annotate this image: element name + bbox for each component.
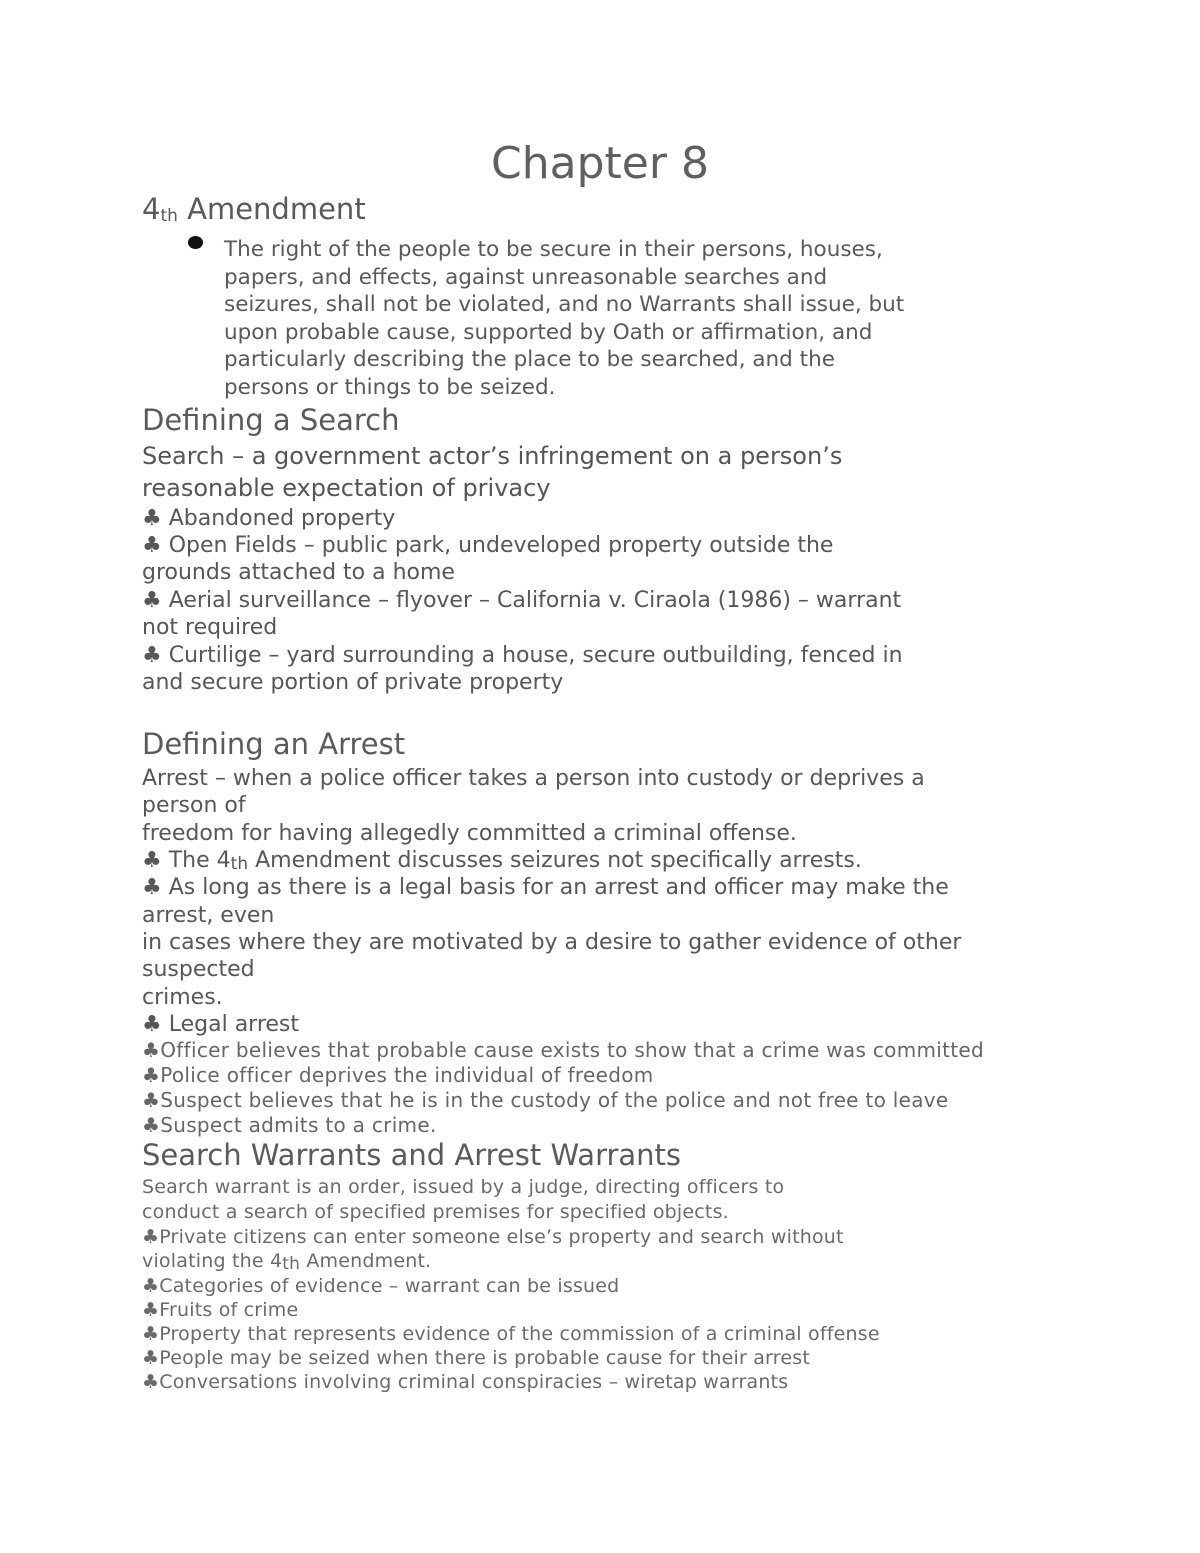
club-icon: ♣ <box>142 1063 161 1087</box>
club-icon: ♣ <box>142 1299 160 1321</box>
arrest-bullet-legal-basis-cont: in cases where they are motivated by a desire to gather evidence of other <box>142 930 962 955</box>
arrest-definition-line: freedom for having allegedly committed a criminal offense. <box>142 821 797 846</box>
quote-line: particularly describing the place to be searched, and the <box>224 347 835 372</box>
arrest-definition-line: Arrest – when a police officer takes a person into custody or deprives a <box>142 766 925 791</box>
warrants-heading: Search Warrants and Arrest Warrants <box>142 1138 682 1172</box>
warrants-bullet-private-citizens: ♣Private citizens can enter someone else’s property and search without <box>142 1226 844 1248</box>
warrants-definition-line: conduct a search of specified premises for specified objects. <box>142 1201 729 1223</box>
club-icon: ♣ <box>142 1226 160 1248</box>
search-definition-line: Search – a government actor’s infringement on a person’s <box>142 442 843 470</box>
arrest-bullet-seizures: ♣ The 4th Amendment discusses seizures not specifically arrests. <box>142 848 862 874</box>
arrest-bullet-legal-arrest: ♣ Legal arrest <box>142 1012 300 1037</box>
arrest-sub-item: ♣Police officer deprives the individual of freedom <box>142 1063 654 1087</box>
search-definition-line: reasonable expectation of privacy <box>142 474 551 502</box>
search-item-curtilige: ♣ Curtilige – yard surrounding a house, secure outbuilding, fenced in <box>142 643 903 668</box>
arrest-sub-item: ♣Suspect admits to a crime. <box>142 1113 437 1137</box>
warrants-bullet: ♣Fruits of crime <box>142 1299 299 1321</box>
club-icon: ♣ <box>142 1347 160 1369</box>
warrants-definition-line: Search warrant is an order, issued by a judge, directing officers to <box>142 1176 785 1198</box>
search-item-abandoned: ♣ Abandoned property <box>142 506 396 531</box>
club-icon: ♣ <box>142 1113 161 1137</box>
search-item-aerial: ♣ Aerial surveillance – flyover – California v. Ciraola (1986) – warrant <box>142 588 902 613</box>
amendment-quote <box>224 236 1024 401</box>
quote-line: seizures, shall not be violated, and no Warrants shall issue, but <box>224 292 905 317</box>
club-icon: ♣ <box>142 588 162 613</box>
arrest-sub-item: ♣Suspect believes that he is in the custody of the police and not free to leave <box>142 1088 949 1112</box>
warrants-bullet-private-citizens-cont: violating the 4th Amendment. <box>142 1250 432 1274</box>
club-icon: ♣ <box>142 875 162 900</box>
search-heading: Defining a Search <box>142 403 400 437</box>
club-icon: ♣ <box>142 1038 161 1062</box>
club-icon: ♣ <box>142 848 162 873</box>
quote-line: upon probable cause, supported by Oath or affirmation, and <box>224 319 873 345</box>
search-item-open-fields-cont: grounds attached to a home <box>142 560 455 585</box>
quote-line: papers, and effects, against unreasonable searches and <box>224 264 828 290</box>
quote-line: The right of the people to be secure in their persons, houses, <box>224 237 883 262</box>
club-icon: ♣ <box>142 643 162 668</box>
page-title: Chapter 8 <box>491 138 709 189</box>
club-icon: ♣ <box>142 1088 161 1112</box>
warrants-bullet: ♣People may be seized when there is probable cause for their arrest <box>142 1347 810 1369</box>
arrest-bullet-legal-basis-cont: suspected <box>142 957 255 982</box>
quote-line: persons or things to be seized. <box>224 374 556 400</box>
club-icon: ♣ <box>142 506 162 531</box>
warrants-bullet: ♣Conversations involving criminal conspiracies – wiretap warrants <box>142 1371 789 1393</box>
club-icon: ♣ <box>142 1323 160 1345</box>
club-icon: ♣ <box>142 1012 162 1037</box>
search-item-curtilige-cont: and secure portion of private property <box>142 670 564 695</box>
arrest-heading: Defining an Arrest <box>142 727 406 761</box>
arrest-bullet-legal-basis-cont: crimes. <box>142 985 223 1010</box>
club-icon: ♣ <box>142 1275 160 1297</box>
club-icon: ♣ <box>142 1371 160 1393</box>
search-item-aerial-cont: not required <box>142 615 278 640</box>
club-icon: ♣ <box>142 533 162 558</box>
search-item-open-fields: ♣ Open Fields – public park, undeveloped property outside the <box>142 533 834 558</box>
arrest-bullet-legal-basis-cont: arrest, even <box>142 903 275 928</box>
bullet-dot-icon <box>188 236 203 249</box>
arrest-sub-item: ♣Officer believes that probable cause exists to show that a crime was committed <box>142 1038 984 1062</box>
arrest-bullet-legal-basis: ♣ As long as there is a legal basis for an arrest and officer may make the <box>142 875 949 900</box>
warrants-bullet: ♣Categories of evidence – warrant can be issued <box>142 1275 620 1297</box>
arrest-definition-line: person of <box>142 793 246 818</box>
warrants-bullet: ♣Property that represents evidence of the commission of a criminal offense <box>142 1323 880 1345</box>
amendment-heading: 4th Amendment <box>142 192 366 226</box>
